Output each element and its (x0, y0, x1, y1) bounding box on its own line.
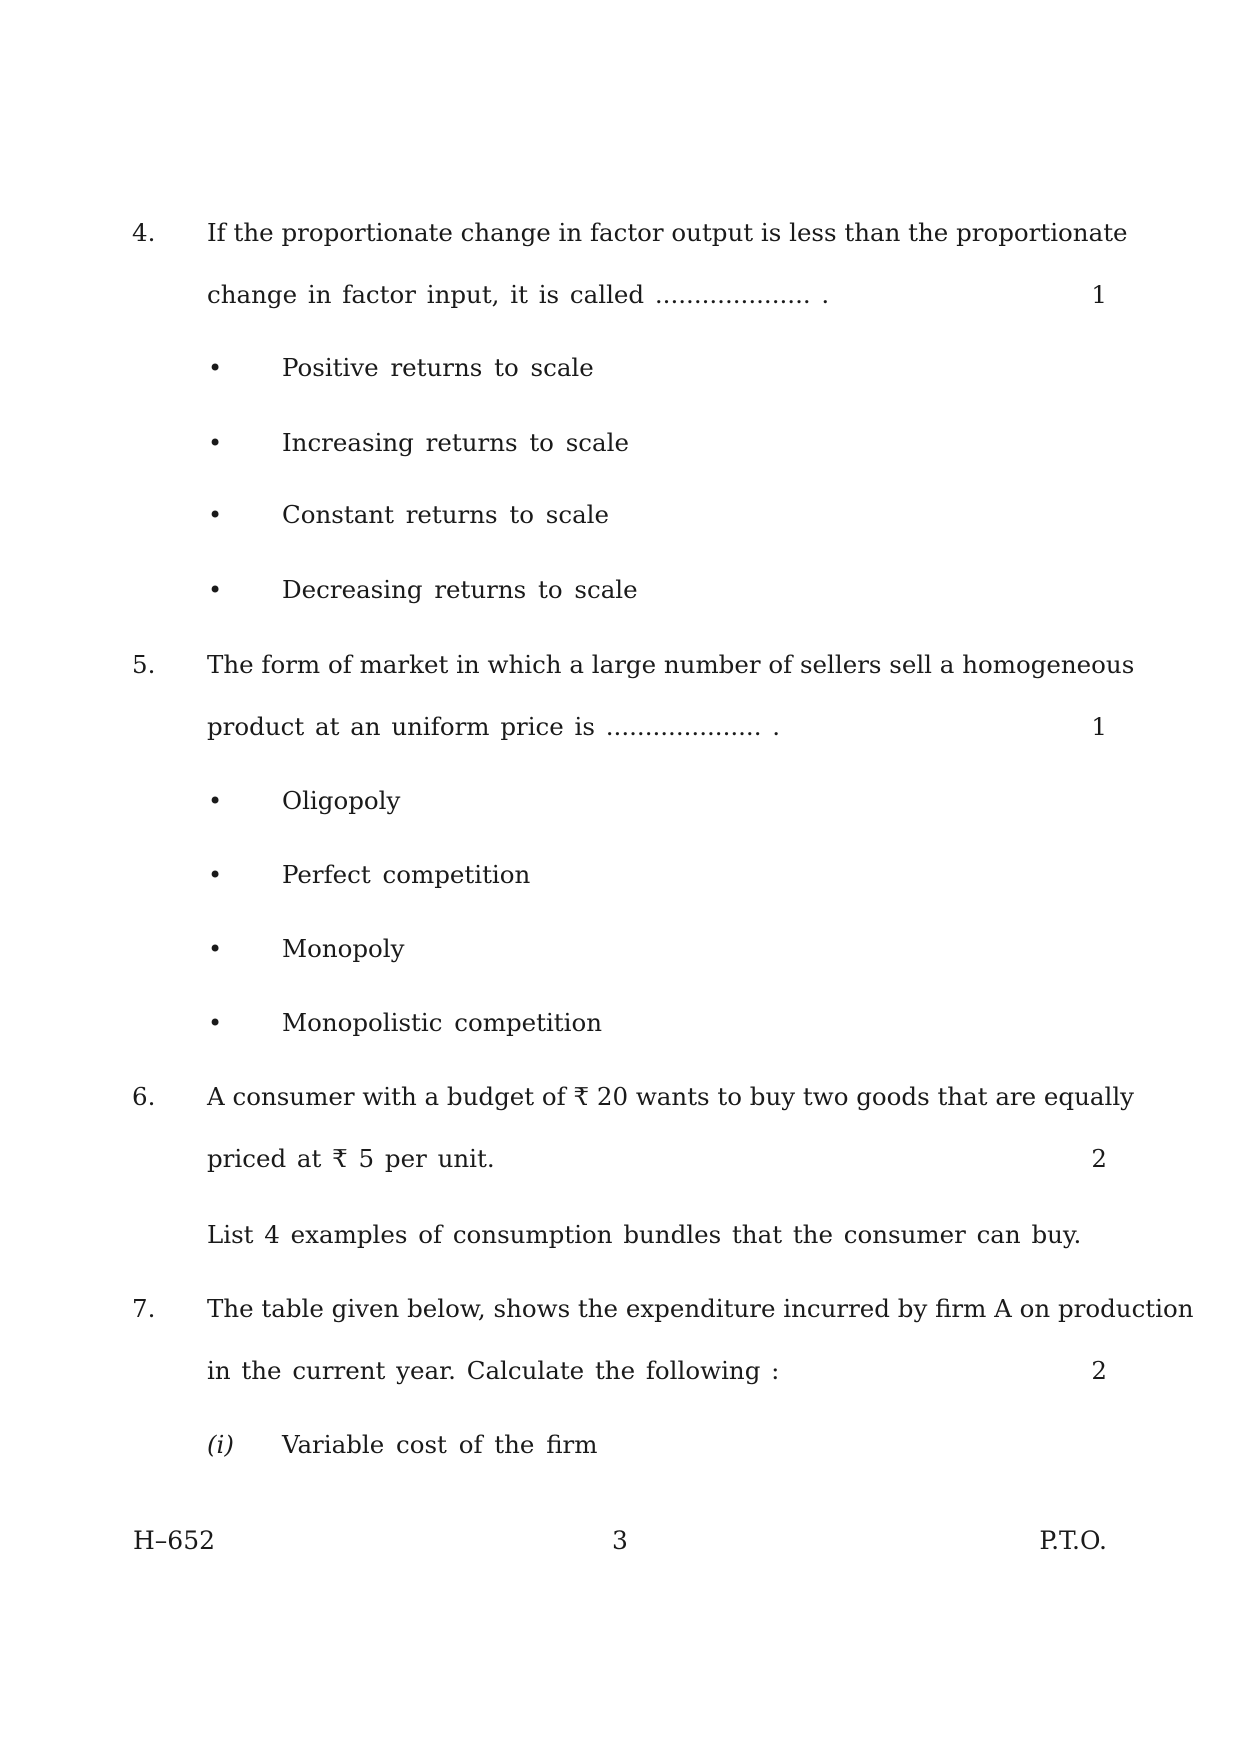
question-number: 4. (132, 218, 156, 247)
question-number: 5. (132, 650, 156, 679)
bullet-icon: • (208, 787, 223, 815)
option-text: Positive returns to scale (282, 353, 594, 382)
bullet-icon: • (208, 429, 223, 457)
option-text: Monopolistic competition (282, 1008, 603, 1037)
question-marks: 1 (1091, 280, 1107, 309)
question-stem-line: The table given below, shows the expenditure incurred by firm A on production (207, 1294, 1194, 1323)
question-stem-line: The form of market in which a large number of sellers sell a homogeneous (207, 650, 1135, 679)
sub-item-text: Variable cost of the firm (282, 1430, 598, 1459)
bullet-icon: • (208, 576, 223, 604)
question-marks: 1 (1091, 712, 1107, 741)
question-number: 6. (132, 1082, 156, 1111)
option-text: Increasing returns to scale (282, 428, 629, 457)
question-number: 7. (132, 1294, 156, 1323)
sub-item-label: (i) (207, 1430, 234, 1459)
option-text: Constant returns to scale (282, 500, 610, 529)
question-marks: 2 (1091, 1144, 1107, 1173)
question-stem-line: change in factor input, it is called .................... . (207, 280, 830, 309)
bullet-icon: • (208, 501, 223, 529)
question-stem-line: A consumer with a budget of ₹ 20 wants to buy two goods that are equally (207, 1082, 1135, 1111)
option-text: Decreasing returns to scale (282, 575, 638, 604)
bullet-icon: • (208, 861, 223, 889)
question-stem-line: priced at ₹ 5 per unit. (207, 1144, 495, 1173)
option-text: Oligopoly (282, 786, 401, 815)
question-instruction: List 4 examples of consumption bundles that the consumer can buy. (207, 1220, 1082, 1249)
bullet-icon: • (208, 1009, 223, 1037)
question-stem-line: If the proportionate change in factor output is less than the proportionate (207, 218, 1128, 247)
question-stem-line: in the current year. Calculate the following : (207, 1356, 780, 1385)
bullet-icon: • (208, 935, 223, 963)
page-number: 3 (612, 1526, 628, 1555)
option-text: Monopoly (282, 934, 405, 963)
bullet-icon: • (208, 354, 223, 382)
question-stem-line: product at an uniform price is .................... . (207, 712, 781, 741)
option-text: Perfect competition (282, 860, 531, 889)
pto-label: P.T.O. (1039, 1526, 1107, 1555)
paper-code: H–652 (133, 1526, 216, 1555)
question-marks: 2 (1091, 1356, 1107, 1385)
